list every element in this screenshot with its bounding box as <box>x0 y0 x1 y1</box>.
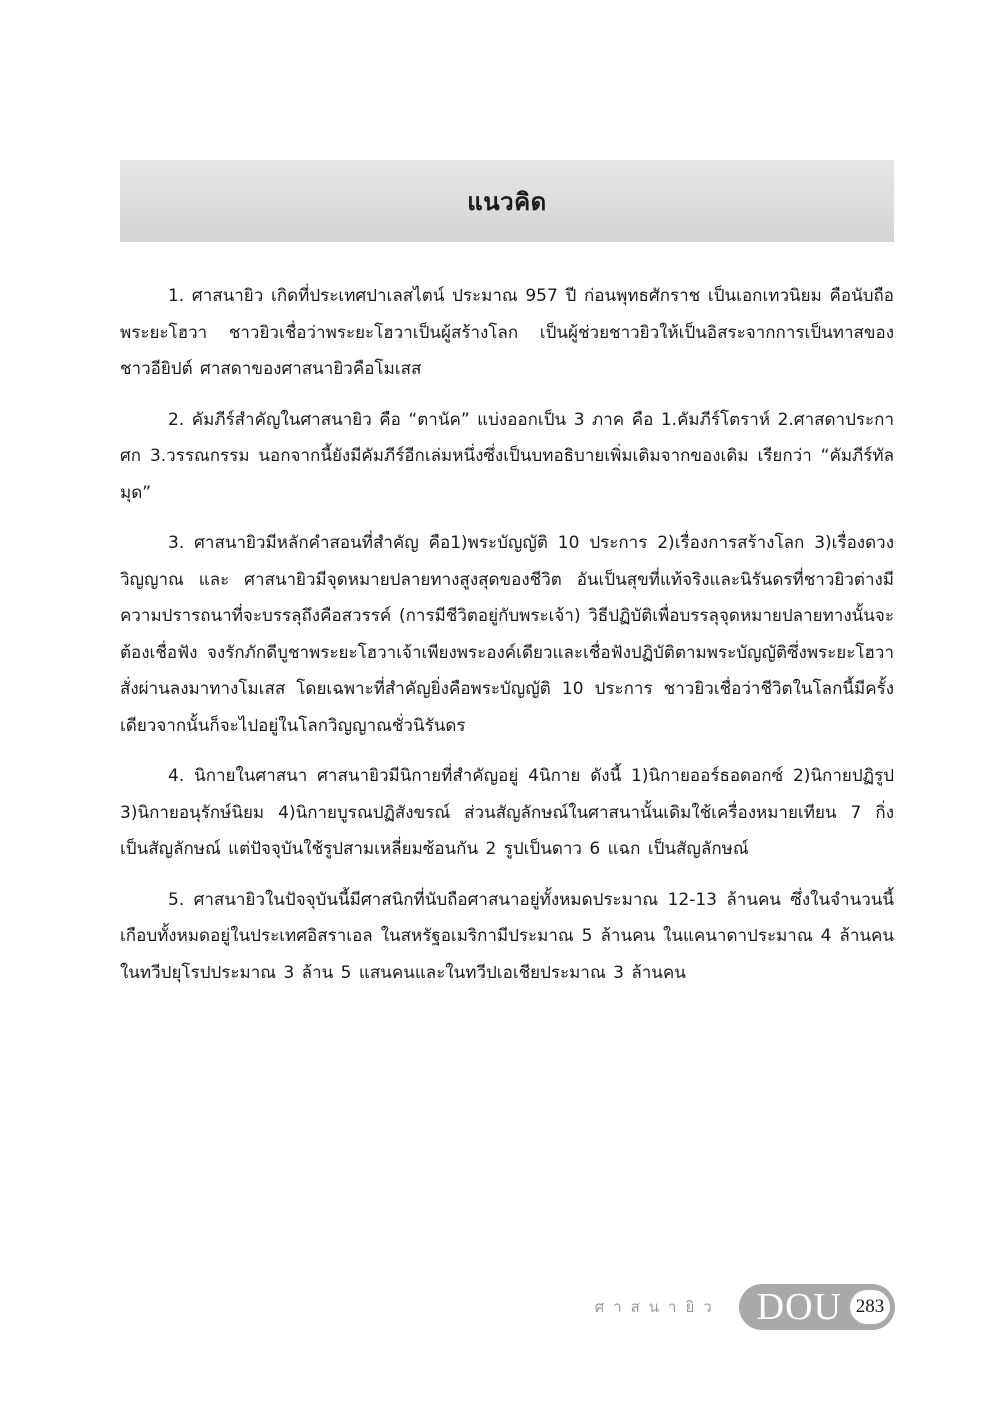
concept-paragraph-5: 5. ศาสนายิวในปัจจุบันนี้มีศาสนิกที่นับถือศาสนาอยู่ทั้งหมดประมาณ 12-13 ล้านคน ซึ่งในจำนวนนี้เกือบทั้งหมดอยู่ในประเทศอิสราเอล ในสหรัฐอเมริกามีประมาณ 5 ล้านคน ในแคนาดาประมาณ 4 ล้านคน ในทวีปยุโรปประมาณ 3 ล้าน 5 แสนคนและในทวีปเอเชียประมาณ 3 ล้านคน <box>120 889 894 983</box>
concept-paragraph-4: 4. นิกายในศาสนา ศาสนายิวมีนิกายที่สำคัญอยู่ 4นิกาย ดังนี้ 1)นิกายออร์ธอดอกซ์ 2)นิกายปฏิรูป 3)นิกายอนุรักษ์นิยม 4)นิกายบูรณปฏิสังขรณ์ ส่วนสัญลักษณ์ในศาสนานั้นเดิมใช้เครื่องหมายเทียน 7 กิ่ง เป็นสัญลักษณ์ แต่ปัจจุบันใช้รูปสามเหลี่ยมซ้อนกัน 2 รูปเป็นดาว 6 แฉก เป็นสัญลักษณ์ <box>120 766 894 859</box>
concept-paragraph-3: 3. ศาสนายิวมีหลักคำสอนที่สำคัญ คือ1)พระบัญญัติ 10 ประการ 2)เรื่องการสร้างโลก 3)เรื่องดวงวิญญาณ และ ศาสนายิวมีจุดหมายปลายทางสูงสุดของชีวิต อันเป็นสุขที่แท้จริงและนิรันดรที่ชาวยิวต่างมีความปรารถนาที่จะบรรลุถึงคือสวรรค์ (การมีชีวิตอยู่กับพระเจ้า) วิธีปฏิบัติเพื่อบรรลุจุดหมายปลายทางนั้นจะต้องเชื่อฟัง จงรักภักดีบูชาพระยะโฮวาเจ้าเพียงพระองค์เดียวและเชื่อฟังปฏิบัติตามพระบัญญัติซึ่งพระยะโฮวาสั่งผ่านลงมาทางโมเสส โดยเฉพาะที่สำคัญยิ่งคือพระบัญญัติ 10 ประการ ชาวยิวเชื่อว่าชีวิตในโลกนี้มีครั้งเดียวจากนั้นก็จะไปอยู่ในโลกวิญญาณชั่วนิรันดร <box>120 533 894 736</box>
dou-logo-text: DOU <box>756 1286 842 1328</box>
concept-content <box>120 278 894 1005</box>
section-header-band <box>120 160 894 242</box>
footer-subject: ศาสนายิว <box>594 1298 721 1316</box>
dou-badge <box>739 1284 895 1330</box>
page-number: 283 <box>850 1290 890 1324</box>
section-title: แนวคิด <box>467 187 547 216</box>
concept-paragraph-2: 2. คัมภีร์สำคัญในศาสนายิว คือ “ตานัค” แบ่งออกเป็น 3 ภาค คือ 1.คัมภีร์โตราห์ 2.ศาสดาประกาศก 3.วรรณกรรม นอกจากนี้ยังมีคัมภีร์อีกเล่มหนึ่งซึ่งเป็นบทอธิบายเพิ่มเติมจากของเดิม เรียกว่า “คัมภีร์ทัลมุด” <box>120 409 894 503</box>
page-footer <box>595 1284 895 1330</box>
concept-paragraph-1: 1. ศาสนายิว เกิดที่ประเทศปาเลสไตน์ ประมาณ 957 ปี ก่อนพุทธศักราช เป็นเอกเทวนิยม คือนับถือพระยะโฮวา ชาวยิวเชื่อว่าพระยะโฮวาเป็นผู้สร้างโลก เป็นผู้ช่วยชาวยิวให้เป็นอิสระจากการเป็นทาสของชาวอียิปต์ ศาสดาของศาสนายิวคือโมเสส <box>120 286 894 379</box>
